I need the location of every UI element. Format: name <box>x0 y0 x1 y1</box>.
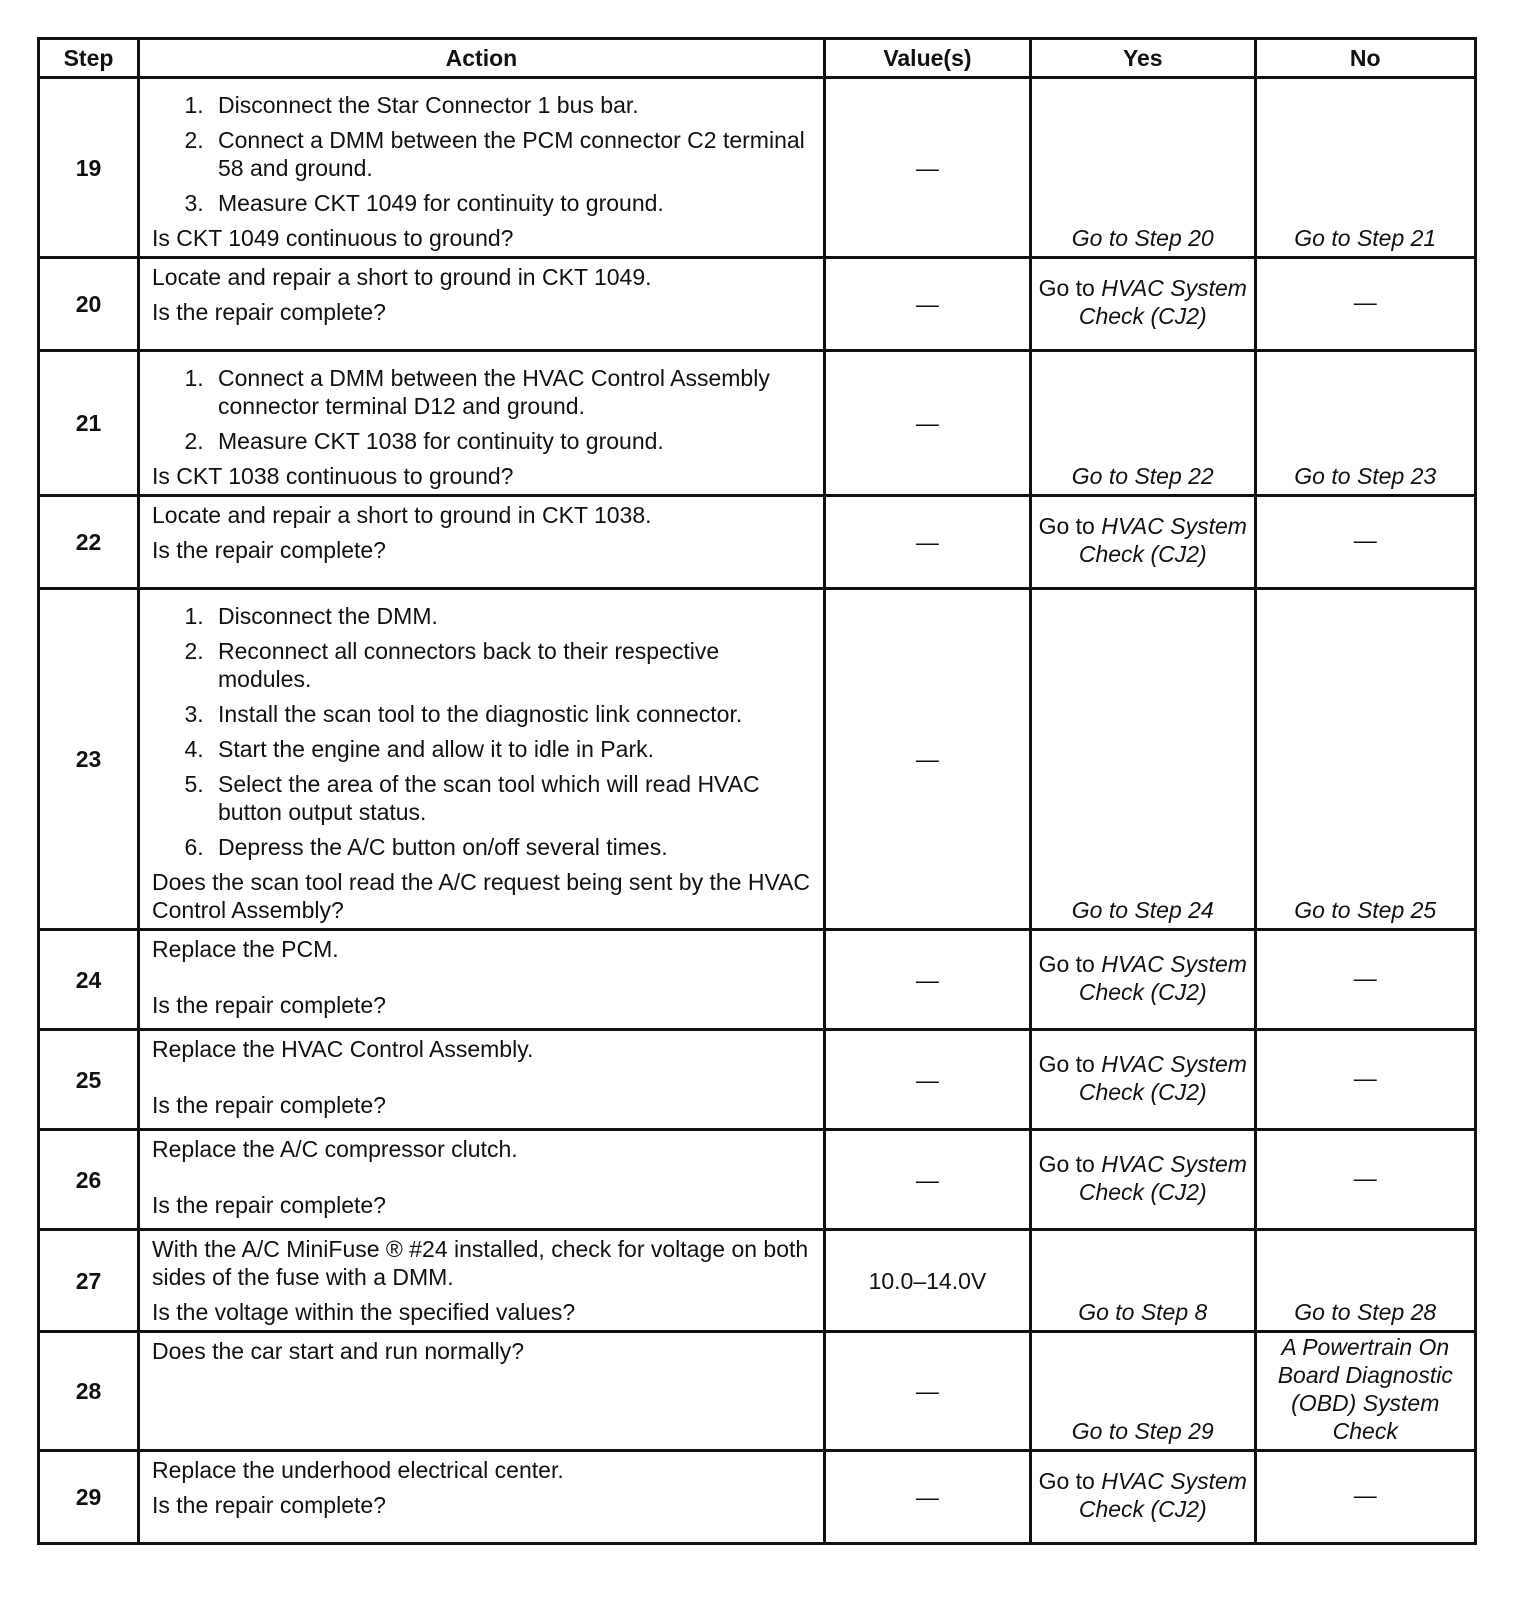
no-cell: — <box>1255 496 1475 589</box>
step-number: 25 <box>39 1030 139 1130</box>
step-number: 26 <box>39 1130 139 1230</box>
action-step: 3. Measure CKT 1049 for continuity to ground. <box>210 189 813 217</box>
yes-cell: Go to Step 29 <box>1031 1332 1256 1451</box>
step-number: 20 <box>39 258 139 351</box>
yes-cell: Go to Step 20 <box>1031 78 1256 258</box>
action-cell <box>139 930 825 1030</box>
header-yes: Yes <box>1031 39 1256 78</box>
step-number: 28 <box>39 1332 139 1451</box>
value-cell: — <box>824 1130 1030 1230</box>
header-row <box>39 39 1476 78</box>
yes-cell: Go to Step 8 <box>1031 1230 1256 1332</box>
action-cell <box>139 1130 825 1230</box>
action-steps <box>152 602 813 861</box>
no-cell: — <box>1255 1030 1475 1130</box>
yes-prefix: Go to <box>1038 1150 1095 1177</box>
no-cell: — <box>1255 930 1475 1030</box>
action-text: Does the car start and run normally? <box>152 1338 525 1364</box>
table-row <box>39 1030 1476 1130</box>
action-cell <box>139 1230 825 1332</box>
no-cell: Go to Step 21 <box>1255 78 1475 258</box>
value-cell: — <box>824 351 1030 496</box>
action-question: Does the scan tool read the A/C request being sent by the HVAC Control Assembly? <box>152 869 811 923</box>
action-text: Replace the PCM. <box>152 936 339 962</box>
action-question: Is the repair complete? <box>152 1092 386 1118</box>
action-step: 4. Start the engine and allow it to idle in Park. <box>210 735 813 763</box>
action-step: 2. Connect a DMM between the PCM connector C2 terminal 58 and ground. <box>210 126 813 182</box>
step-number: 19 <box>39 78 139 258</box>
yes-prefix: Go to <box>1038 1468 1095 1494</box>
action-question: Is the repair complete? <box>152 1192 386 1218</box>
table-row <box>39 589 1476 930</box>
yes-link: HVAC System Check (CJ2) <box>1078 950 1247 1005</box>
yes-cell <box>1031 1451 1256 1544</box>
action-text: Replace the A/C compressor clutch. <box>152 1136 518 1162</box>
action-text: Replace the underhood electrical center. <box>152 1457 564 1483</box>
no-cell: Go to Step 28 <box>1255 1230 1475 1332</box>
yes-link: HVAC System Check (CJ2) <box>1078 275 1247 329</box>
table-row <box>39 930 1476 1030</box>
action-step: 5. Select the area of the scan tool which will read HVAC button output status. <box>210 770 813 826</box>
yes-link: HVAC System Check (CJ2) <box>1078 1468 1247 1522</box>
table-row <box>39 1451 1476 1544</box>
action-cell <box>139 1030 825 1130</box>
step-number: 22 <box>39 496 139 589</box>
yes-prefix: Go to <box>1038 513 1095 539</box>
yes-cell: Go to Step 22 <box>1031 351 1256 496</box>
action-cell <box>139 351 825 496</box>
table-row <box>39 351 1476 496</box>
value-cell: 10.0–14.0V <box>824 1230 1030 1332</box>
action-step: 2. Reconnect all connectors back to their respective modules. <box>210 637 813 693</box>
yes-cell <box>1031 1030 1256 1130</box>
yes-cell: Go to Step 24 <box>1031 589 1256 930</box>
action-cell <box>139 1332 825 1451</box>
step-number: 29 <box>39 1451 139 1544</box>
action-text: Locate and repair a short to ground in CKT 1038. <box>152 502 652 528</box>
diagnostic-table <box>37 37 1477 1545</box>
action-step: 1. Disconnect the DMM. <box>210 602 813 630</box>
action-step: 1. Disconnect the Star Connector 1 bus bar. <box>210 91 813 119</box>
action-step: 1. Connect a DMM between the HVAC Control Assembly connector terminal D12 and ground. <box>210 364 813 420</box>
action-text: Locate and repair a short to ground in CKT 1049. <box>152 264 652 290</box>
yes-link: HVAC System Check (CJ2) <box>1078 513 1247 567</box>
step-number: 21 <box>39 351 139 496</box>
yes-cell <box>1031 258 1256 351</box>
action-question: Is CKT 1049 continuous to ground? <box>152 225 514 251</box>
action-cell <box>139 589 825 930</box>
no-cell: A Powertrain On Board Diagnostic (OBD) System Check <box>1255 1332 1475 1451</box>
action-question: Is the repair complete? <box>152 537 386 563</box>
step-number: 24 <box>39 930 139 1030</box>
action-steps <box>152 364 813 455</box>
yes-link: HVAC System Check (CJ2) <box>1078 1050 1247 1105</box>
step-number: 27 <box>39 1230 139 1332</box>
value-cell: — <box>824 930 1030 1030</box>
header-values: Value(s) <box>824 39 1030 78</box>
no-cell: — <box>1255 258 1475 351</box>
yes-prefix: Go to <box>1038 1050 1095 1077</box>
yes-cell <box>1031 496 1256 589</box>
no-cell: Go to Step 25 <box>1255 589 1475 930</box>
action-step: 3. Install the scan tool to the diagnostic link connector. <box>210 700 813 728</box>
action-text: Replace the HVAC Control Assembly. <box>152 1036 534 1062</box>
action-step: 2. Measure CKT 1038 for continuity to ground. <box>210 427 813 455</box>
value-cell: — <box>824 589 1030 930</box>
value-cell: — <box>824 1451 1030 1544</box>
header-step: Step <box>39 39 139 78</box>
table-row <box>39 1130 1476 1230</box>
table-row <box>39 496 1476 589</box>
header-action: Action <box>139 39 825 78</box>
yes-link: HVAC System Check (CJ2) <box>1078 1150 1247 1205</box>
action-steps <box>152 91 813 217</box>
table-row <box>39 1332 1476 1451</box>
value-cell: — <box>824 78 1030 258</box>
header-no: No <box>1255 39 1475 78</box>
table-row <box>39 258 1476 351</box>
action-cell <box>139 496 825 589</box>
action-question: Is the voltage within the specified values? <box>152 1299 576 1325</box>
step-number: 23 <box>39 589 139 930</box>
yes-prefix: Go to <box>1038 275 1095 301</box>
action-cell <box>139 78 825 258</box>
action-question: Is the repair complete? <box>152 1492 386 1518</box>
action-step: 6. Depress the A/C button on/off several times. <box>210 833 813 861</box>
table-row <box>39 78 1476 258</box>
no-cell: — <box>1255 1130 1475 1230</box>
yes-cell <box>1031 1130 1256 1230</box>
action-cell <box>139 258 825 351</box>
action-question: Is the repair complete? <box>152 992 386 1018</box>
action-text: With the A/C MiniFuse ® #24 installed, check for voltage on both sides of the fuse with a DMM. <box>152 1236 809 1290</box>
no-cell: Go to Step 23 <box>1255 351 1475 496</box>
action-question: Is CKT 1038 continuous to ground? <box>152 463 514 489</box>
action-cell <box>139 1451 825 1544</box>
value-cell: — <box>824 496 1030 589</box>
value-cell: — <box>824 1332 1030 1451</box>
action-question: Is the repair complete? <box>152 299 386 325</box>
table-row <box>39 1230 1476 1332</box>
yes-prefix: Go to <box>1038 950 1095 977</box>
value-cell: — <box>824 258 1030 351</box>
no-cell: — <box>1255 1451 1475 1544</box>
value-cell: — <box>824 1030 1030 1130</box>
yes-cell <box>1031 930 1256 1030</box>
